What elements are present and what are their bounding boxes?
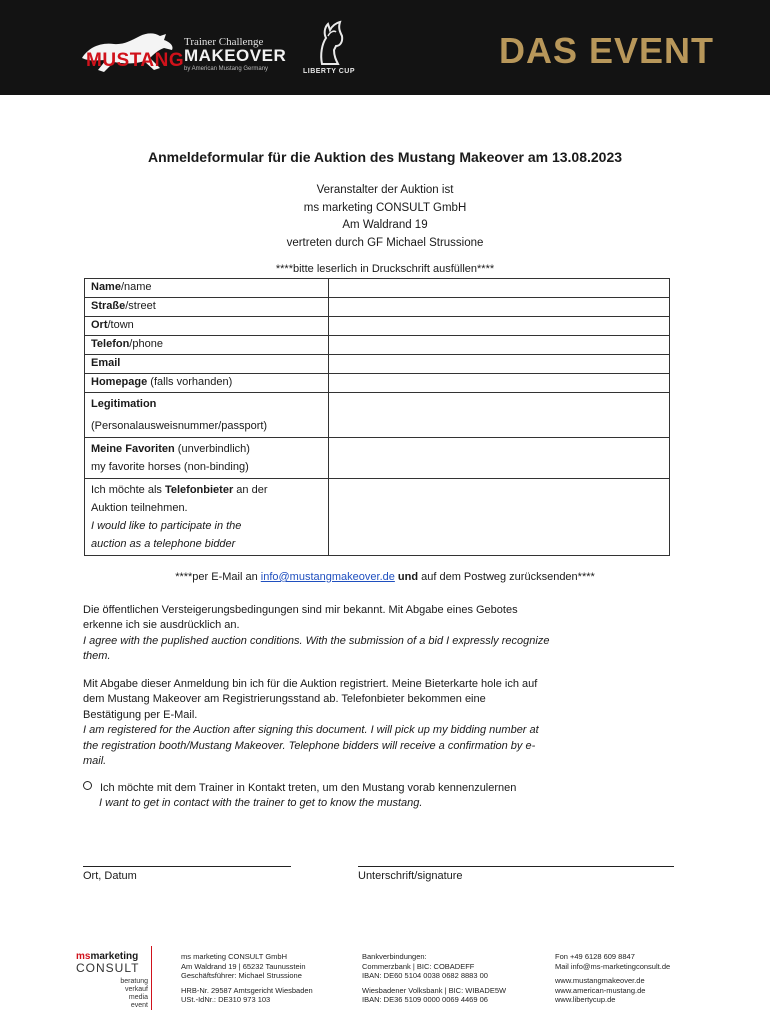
form-row-town [85,317,670,336]
street-field[interactable] [328,298,669,317]
footer-contact-info: Fon +49 6128 609 8847 Mail info@ms-marketingconsult.de www.mustangmakeover.de www.american-mustang.de www.libertycup.de [555,952,671,1005]
form-row-homepage [85,374,670,393]
logo-trainer-challenge: Trainer Challenge [184,36,264,48]
telephone-bidder-label: Ich möchte als Telefonbieter an der Auktion teilnehmen. I would like to participate in the auction as a telephone bidder [85,479,329,556]
contact-radio-button[interactable] [83,781,92,790]
fill-instruction: ****bitte leserlich in Druckschrift ausfüllen**** [275,263,495,275]
form-row-telephone-bidder [85,479,670,556]
form-row-phone [85,336,670,355]
mustang-makeover-logo [74,28,287,78]
email-field[interactable] [328,355,669,374]
place-date-line[interactable] [83,866,291,867]
organizer-line: vertreten durch GF Michael Strussione [286,236,484,249]
liberty-cup-text: LIBERTY CUP [302,68,356,75]
email-link[interactable]: info@mustangmakeover.de [260,571,395,583]
form-row-favorites [85,438,670,479]
das-event-heading: DAS EVENT [499,30,715,71]
legitimation-label: Legitimation (Personalausweisnummer/passport) [85,393,329,438]
name-field[interactable] [328,279,669,298]
auction-conditions-paragraph: Die öffentlichen Versteigerungsbedingungen sind mir bekannt. Mit Abgabe eines Gebotes erkenne ich sie ausdrücklich an. I agree with the puplished auction conditions. With the submission of a bid I expressly recognize them. [83,604,550,663]
favorites-field[interactable] [328,438,669,479]
form-title: Anmeldeformular für die Auktion des Mustang Makeover am 13.08.2023 [147,149,623,165]
ms-marketing-consult-logo: msmarketing CONSULT [76,951,140,975]
footer-company-info: ms marketing CONSULT GmbH Am Waldrand 19 | 65232 Taunusstein Geschäftsführer: Michael Strussione HRB-Nr. 29587 Amtsgericht Wiesbaden USt.-IdNr.: DE310 973 103 [181,952,313,1005]
town-label: Ort/town [85,317,329,336]
homepage-label: Homepage (falls vorhanden) [85,374,329,393]
footer-bank-info: Bankverbindungen: Commerzbank | BIC: COBADEFF IBAN: DE60 5104 0038 0682 8883 00 Wiesbadener Volksbank | BIC: WIBADE5W IBAN: DE36 5109 0000 0069 4469 06 [362,952,507,1005]
logo-mustang-word: MUSTANG [86,50,185,71]
horse-head-icon [312,20,346,66]
organizer-line: ms marketing CONSULT GmbH [303,201,467,214]
email-return-note: ****per E-Mail an info@mustangmakeover.de und auf dem Postweg zurücksenden**** [175,571,595,583]
footer-link[interactable]: www.american-mustang.de [555,985,646,995]
registration-paragraph: Mit Abgabe dieser Anmeldung bin ich für die Auktion registriert. Meine Bieterkarte hole ich auf dem Mustang Makeover am Registrierungsstand ab. Telefonbieter bekommen eine Bestätigung per E-Mail. I am registered for the Auction after signing this document. I will pick up my bidding number at the registration booth/Mustang Makeover. Telephone bidders will receive a confirmation by e- mail. [83,678,539,768]
town-field[interactable] [328,317,669,336]
name-label: Name/name [85,279,329,298]
form-row-legitimation [85,393,670,438]
place-date-label: Ort, Datum [83,870,137,882]
email-label: Email [85,355,329,374]
organizer-line: Veranstalter der Auktion ist [316,184,454,196]
footer-link[interactable]: www.mustangmakeover.de [555,976,645,986]
form-row-street [85,298,670,317]
phone-label: Telefon/phone [85,336,329,355]
organizer-block [0,182,770,252]
logo-by-line: by American Mustang Germany [184,66,269,72]
form-row-name [85,279,670,298]
signature-line[interactable] [358,866,674,867]
logo-makeover: MAKEOVER [184,46,287,65]
footer-services: beratung verkauf media event [120,978,148,1009]
footer-divider [151,946,152,1010]
trainer-contact-option[interactable]: Ich möchte mit dem Trainer in Kontakt treten, um den Mustang vorab kennenzulernen I want to get in contact with the trainer to get to know the mustang. [83,781,516,812]
phone-field[interactable] [328,336,669,355]
registration-form-table [84,278,670,556]
legitimation-field[interactable] [328,393,669,438]
organizer-line: Am Waldrand 19 [342,219,428,231]
footer-link[interactable]: www.libertycup.de [555,995,616,1005]
form-row-email [85,355,670,374]
signature-label: Unterschrift/signature [358,870,463,882]
homepage-field[interactable] [328,374,669,393]
header-banner [0,0,770,95]
telephone-bidder-field[interactable] [328,479,669,556]
favorites-label: Meine Favoriten (unverbindlich) my favorite horses (non-binding) [85,438,329,479]
liberty-cup-logo [298,20,360,84]
street-label: Straße/street [85,298,329,317]
